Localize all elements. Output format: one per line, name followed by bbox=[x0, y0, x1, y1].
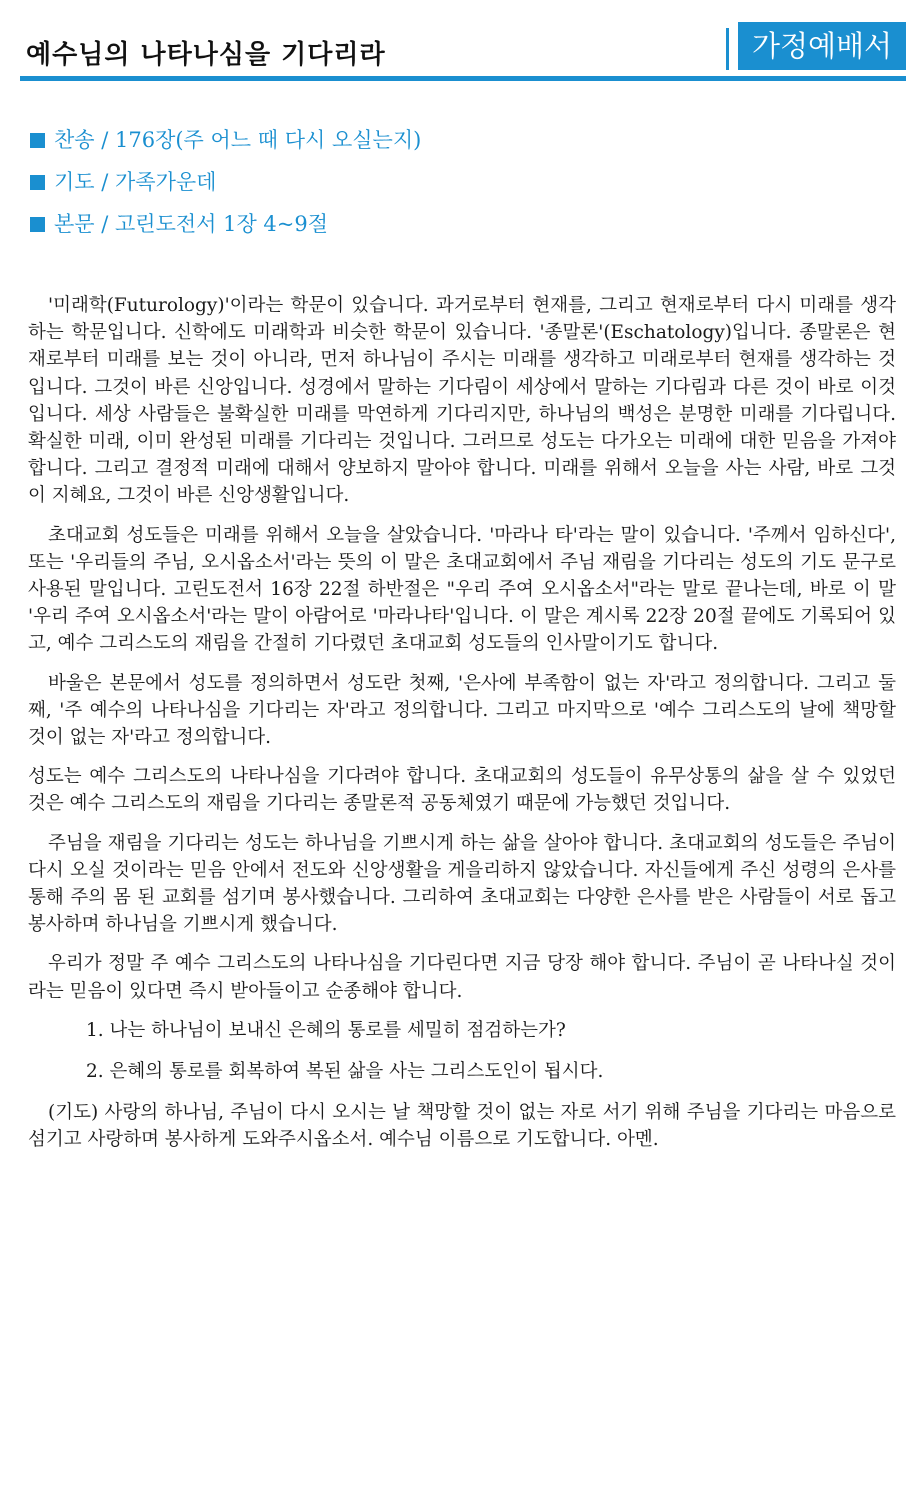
paragraph: 주님을 재림을 기다리는 성도는 하나님을 기쁘시게 하는 삶을 살아야 합니다. 초대교회의 성도들은 주님이 다시 오실 것이라는 믿음 안에서 전도와 신앙생활을 게을리하지 않았습니다. 자신들에게 주신 성령의 은사를 통해 주의 몸 된 교회를 섬기며 봉사했습니다. 그리하여 초대교회는 다양한 은사를 받은 사람들이 서로 돕고 봉사하며 하나님을 기쁘시게 했습니다. bbox=[28, 832, 896, 936]
paragraph: 성도는 예수 그리스도의 나타나심을 기다려야 합니다. 초대교회의 성도들이 유무상통의 삶을 살 수 있었던 것은 예수 그리스도의 재림을 기다리는 종말론적 공동체였기 때문에 가능했던 것입니다. bbox=[28, 766, 896, 815]
page-title: 예수님의 나타나심을 기다리라 bbox=[26, 40, 386, 70]
question-item: 2. 은혜의 통로를 회복하여 복된 삶을 사는 그리스도인이 됩시다. bbox=[86, 1061, 604, 1083]
paragraph: 우리가 정말 주 예수 그리스도의 나타나심을 기다린다면 지금 당장 해야 합니다. 주님이 곧 나타나실 것이라는 믿음이 있다면 즉시 받아들이고 순종해야 합니다. bbox=[28, 953, 896, 1002]
header-rule bbox=[20, 76, 906, 81]
worship-info bbox=[30, 124, 421, 250]
square-bullet-icon bbox=[30, 175, 45, 190]
square-bullet-icon bbox=[30, 217, 45, 232]
hymn-info: 찬송 / 176장(주 어느 때 다시 오실는지) bbox=[30, 124, 421, 166]
section-badge: 가정예배서 bbox=[738, 22, 906, 70]
prayer-info: 기도 / 가족가운데 bbox=[30, 166, 421, 208]
paragraph: '미래학(Futurology)'이라는 학문이 있습니다. 과거로부터 현재를, 그리고 현재로부터 다시 미래를 생각하는 학문입니다. 신학에도 미래학과 비슷한 학문이 있습니다. '종말론'(Eschatology)입니다. 종말론은 현재로부터 미래를 보는 것이 아니라, 먼저 하나님이 주시는 미래를 생각하고 미래로부터 현재를 생각하는 것입니다. 그것이 바른 신앙입니다. 성경에서 말하는 기다림이 세상에서 말하는 기다림과 다른 것이 바로 이것입니다. 세상 사람들은 불확실한 미래를 막연하게 기다리지만, 하나님의 백성은 분명한 미래를 기다립니다. 확실한 미래, 이미 완성된 미래를 기다리는 것입니다. 그러므로 성도는 다가오는 미래에 대한 믿음을 가져야 합니다. 그리고 결정적 미래에 대해서 양보하지 말아야 합니다. 미래를 위해서 오늘을 사는 사람, 바로 그것이 지혜요, 그것이 바른 신앙생활입니다. bbox=[28, 295, 896, 507]
title-divider bbox=[726, 28, 729, 70]
closing-prayer: (기도) 사랑의 하나님, 주님이 다시 오시는 날 책망할 것이 없는 자로 서기 위해 주님을 기다리는 마음으로 섬기고 사랑하며 봉사하게 도와주시옵소서. 예수님 이름으로 기도합니다. 아멘. bbox=[28, 1102, 896, 1151]
square-bullet-icon bbox=[30, 133, 45, 148]
scripture-info: 본문 / 고린도전서 1장 4~9절 bbox=[30, 208, 421, 250]
question-item: 1. 나는 하나님이 보내신 은혜의 통로를 세밀히 점검하는가? bbox=[86, 1019, 566, 1041]
sermon-body bbox=[28, 292, 896, 1166]
paragraph: 초대교회 성도들은 미래를 위해서 오늘을 살았습니다. '마라나 타'라는 말이 있습니다. '주께서 임하신다', 또는 '우리들의 주님, 오시옵소서'라는 뜻의 이 말은 초대교회에서 주님 재림을 기다리는 성도의 기도 문구로 사용된 말입니다. 고린도전서 16장 22절 하반절은 "우리 주여 오시옵소서"라는 말로 끝나는데, 바로 이 말 '우리 주여 오시옵소서'라는 말이 아람어로 '마라나타'입니다. 이 말은 계시록 22장 20절 끝에도 기록되어 있고, 예수 그리스도의 재림을 간절히 기다렸던 초대교회 성도들의 인사말이기도 합니다. bbox=[28, 524, 896, 655]
paragraph: 바울은 본문에서 성도를 정의하면서 성도란 첫째, '은사에 부족함이 없는 자'라고 정의합니다. 그리고 둘째, '주 예수의 나타나심을 기다리는 자'라고 정의합니다. 그리고 마지막으로 '예수 그리스도의 날에 책망할 것이 없는 자'라고 정의합니다. bbox=[28, 672, 896, 749]
page-header bbox=[20, 22, 906, 76]
